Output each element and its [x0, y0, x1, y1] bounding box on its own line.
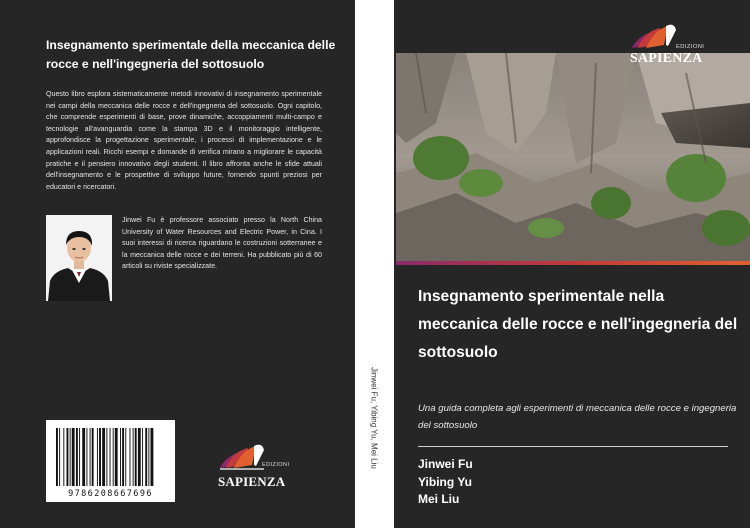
front-authors: [418, 456, 473, 509]
rock-cliff-image: [396, 53, 750, 261]
divider: [418, 446, 728, 447]
barcode-bar: [79, 428, 80, 486]
front-subtitle: Una guida completa agli esperimenti di meccanica delle rocce e ingegneria del sottosuolo: [418, 403, 737, 431]
barcode-bar: [122, 428, 124, 486]
barcode-bar: [115, 428, 118, 486]
front-cover: [394, 0, 750, 528]
accent-stripe: [396, 261, 750, 265]
barcode-bar: [148, 428, 149, 486]
isbn-barcode: [46, 420, 175, 502]
barcode-bar: [142, 428, 143, 486]
author-portrait-image: [46, 215, 112, 301]
barcode-bar: [151, 428, 154, 486]
logo-brand-text: SAPIENZA: [218, 474, 286, 489]
barcode-bar: [135, 428, 137, 486]
barcode-bar: [113, 428, 114, 486]
logo-edizioni-text: EDIZIONI: [676, 44, 705, 50]
front-title: Insegnamento sperimentale nella meccanica delle rocce e nell'ingegneria del sottosuolo: [418, 288, 738, 361]
barcode-bar: [92, 428, 94, 486]
front-cover-photo: [396, 53, 750, 261]
barcode-bar: [97, 428, 98, 486]
barcode-bar: [72, 428, 75, 486]
author-name: Mei Liu: [418, 492, 460, 506]
author-name: Jinwei Fu: [418, 457, 473, 471]
barcode-bar: [99, 428, 101, 486]
barcode-bar: [138, 428, 141, 486]
barcode-bar: [110, 428, 111, 486]
barcode-bar: [130, 428, 131, 486]
barcode-bar: [106, 428, 107, 486]
logo-brand-text: SAPIENZA: [630, 51, 703, 66]
barcode-bar: [86, 428, 87, 486]
isbn-number: 9786208667696: [68, 489, 153, 499]
back-cover: [0, 0, 355, 528]
back-title: Insegnamento sperimentale della meccanica delle rocce e nell'ingegneria del sottosuolo: [46, 38, 336, 71]
barcode-bar: [102, 428, 105, 486]
spine-authors: Jinwei Fu, Yibing Yu, Mei Liu: [369, 367, 379, 469]
barcode-bar: [125, 428, 126, 486]
author-name: Yibing Yu: [418, 474, 473, 489]
barcode-bar: [67, 428, 69, 486]
author-bio: Jinwei Fu è professore associato presso la North China University of Water Resources and Electric Power, in Cina. I suoi interessi di ricerca riguardano le costruzioni sotterranee e la meccanica delle rocce e dei terreni. Ha pubblicato più di 60 articoli su riviste specializzate.: [122, 216, 322, 271]
publisher-logo-front: [622, 18, 712, 68]
barcode-bar: [145, 428, 147, 486]
logo-edizioni-text: EDIZIONI: [262, 462, 290, 468]
barcode-bar: [133, 428, 134, 486]
publisher-logo-back: [216, 438, 298, 492]
barcode-bar: [63, 428, 64, 486]
author-photo: [46, 215, 112, 301]
barcode-bar: [59, 428, 60, 486]
barcode-bar: [82, 428, 85, 486]
barcode-bar: [70, 428, 71, 486]
back-description: Questo libro esplora sistematicamente metodi innovativi di insegnamento sperimentale nei campi della meccanica delle rocce e dell'ingegneria del sottosuolo. Ogni capitolo, che comprende esperimenti di base, prove dinamiche, accoppiamenti multi-campo e tecnologie all'avanguardia come la stampa 3D e il monitoraggio intelligente, approfondisce la progettazione sperimentale, i processi di implementazione e le applicazioni reali. Ricchi esempi e domande di verifica mirano a migliorare le capacità pratiche e il pensiero innovativo degli studenti. Il libro affronta anche le sfide attuali dell'insegnamento e le prospettive di sviluppo future, fornendo spunti preziosi per educatori e ricercatori.: [46, 90, 322, 191]
barcode-bar: [56, 428, 58, 486]
barcode-bar: [120, 428, 121, 486]
barcode-bar: [90, 428, 91, 486]
barcode-bar: [76, 428, 78, 486]
